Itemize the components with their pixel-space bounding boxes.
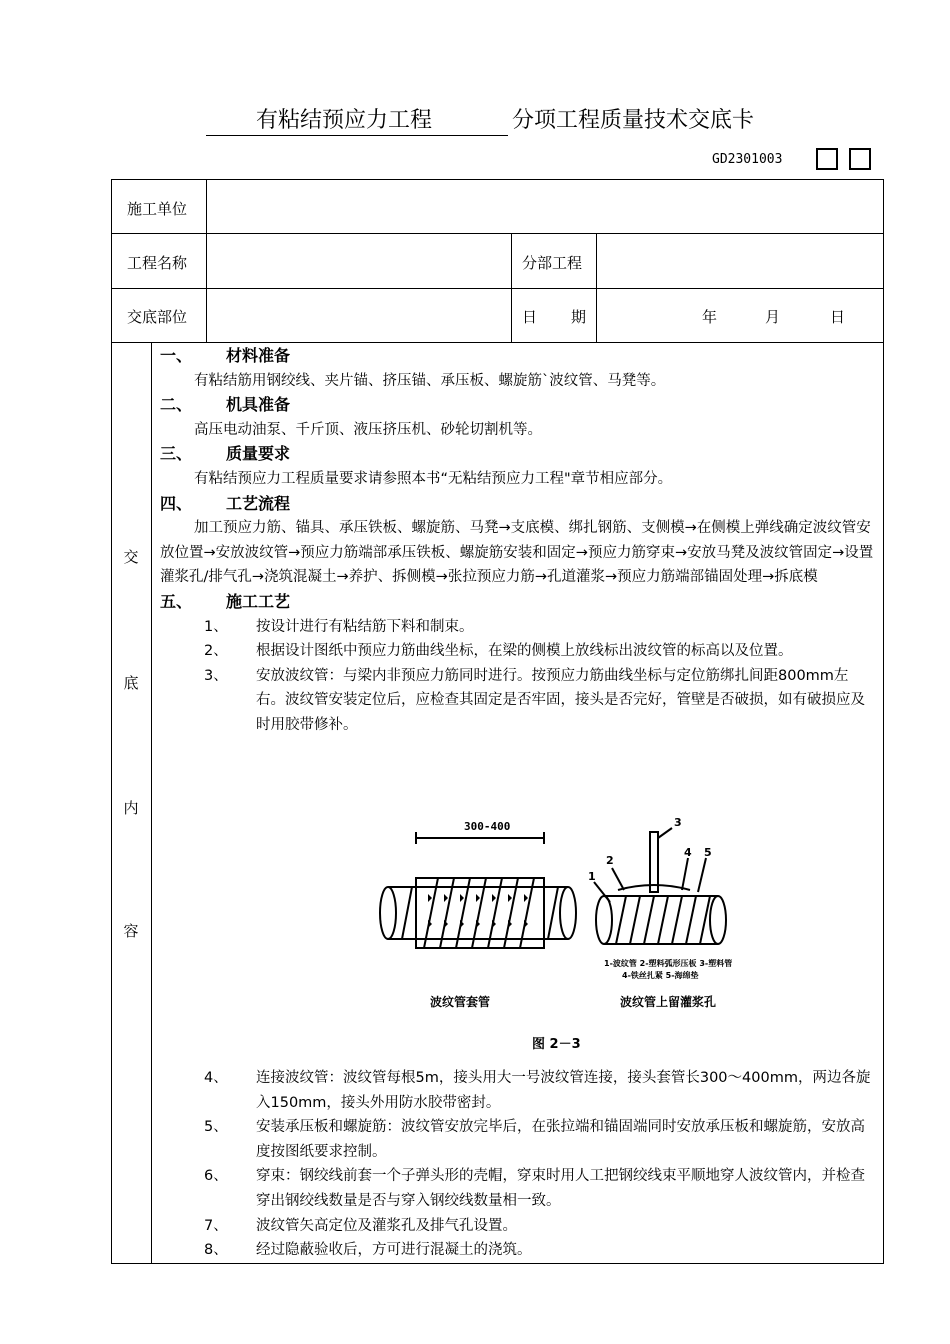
section-text: 高压电动油泵、千斤顶、液压挤压机、砂轮切割机等。 [194,421,542,438]
date-day: 日 [830,308,846,326]
row-divider [111,342,884,343]
title-underlined: 有粘结预应力工程 [206,108,508,136]
col-divider [596,233,597,342]
date-month: 月 [765,308,781,326]
side-label-2: 底 [123,674,139,692]
subproject-label: 分部工程 [522,254,583,272]
figure-label-3: 3 [674,816,682,829]
unit-label: 施工单位 [127,200,188,218]
date-year: 年 [702,308,718,326]
step-item: 4、 连接波纹管：波纹管每根5m，接头用大一号波纹管连接，接头套管长300～400mm，两边各旋入150mm，接头外用防水胶带密封。 [204,1070,871,1111]
date-label-2: 期 [571,308,587,326]
section-text: 有粘结筋用钢绞线、夹片锚、挤压锚、承压板、螺旋筋`波纹管、马凳等。 [194,372,666,389]
section-heading: 五、 施工工艺 [160,591,291,611]
col-divider [151,342,152,1264]
content-area [160,344,876,738]
col-divider [511,233,512,342]
project-label: 工程名称 [127,254,188,272]
figure-dim: 300-400 [464,820,511,833]
step-item: 7、 波纹管矢高定位及灌浆孔及排气孔设置。 [204,1217,517,1234]
section-heading: 四、 工艺流程 [160,493,291,513]
content-area-continued [160,1066,876,1263]
step-item: 3、 安放波纹管：与梁内非预应力筋同时进行。按预应力筋曲线坐标与定位筋绑扎间距800mm左右。波纹管安装定位后，应检查其固定是否牢固，接头是否完好，管壁是否破损，如有破损应及时用胶带修补。 [204,667,865,733]
figure-legend-2: 4-铁丝扎紧 5-海绵垫 [622,971,699,980]
figure-label-1: 1 [588,870,596,883]
figure-label-5: 5 [704,846,712,859]
side-label-3: 内 [123,799,139,817]
side-label-4: 容 [123,922,139,940]
step-item: 6、 穿束：钢绞线前套一个子弹头形的壳帽，穿束时用人工把钢绞线束平顺地穿人波纹管内，并检查穿出钢绞线数量是否与穿入钢绞线数量相一致。 [204,1168,865,1209]
step-item: 2、 根据设计图纸中预应力筋曲线坐标，在梁的侧模上放线标出波纹管的标高以及位置。 [204,643,793,660]
corrugated-pipe-figure [372,808,732,1058]
figure-label-4: 4 [684,846,692,859]
step-item: 5、 安装承压板和螺旋筋：波纹管安放完毕后，在张拉端和锚固端同时安放承压板和螺旋筋，安放高度按图纸要求控制。 [204,1119,865,1160]
unit-field[interactable] [211,182,879,230]
section-text: 有粘结预应力工程质量要求请参照本书“无粘结预应力工程"章节相应部分。 [194,470,673,487]
section-heading: 三、 质量要求 [160,444,291,464]
subproject-field[interactable] [600,236,880,284]
step-item: 8、 经过隐蔽验收后，方可进行混凝土的浇筑。 [204,1242,532,1259]
figure-left-caption: 波纹管套管 [430,995,491,1009]
side-label-1: 交 [123,548,139,566]
figure-right-caption: 波纹管上留灌浆孔 [620,995,717,1009]
date-label-1: 日 [522,308,538,326]
section-heading: 一、 材料准备 [160,346,291,365]
project-field[interactable] [211,236,507,284]
document-code: GD2301003 [712,152,783,167]
section-text: 加工预应力筋、锚具、承压铁板、螺旋筋、马凳→支底模、绑扎钢筋、支侧模→在侧模上弹线确定波纹管安放位置→安放波纹管→预应力筋端部承压铁板、螺旋筋安装和固定→预应力筋穿束→安放马凳及波纹管固定→设置灌浆孔/排气孔→浇筑混凝土→养护、拆侧模→张拉预应力筋→孔道灌浆→预应力筋端部锚固处理→拆底模 [160,520,874,586]
part-label: 交底部位 [127,308,188,326]
row-divider [111,288,884,289]
figure-legend-1: 1-波纹管 2-塑料弧形压板 3-塑料管 [604,959,732,968]
checkbox-2[interactable] [849,148,871,170]
part-field[interactable] [211,291,507,339]
col-divider [206,179,207,342]
row-divider [111,233,884,234]
figure-number: 图 2－3 [532,1037,581,1052]
step-item: 1、 按设计进行有粘结筋下料和制束。 [204,618,474,635]
checkbox-1[interactable] [816,148,838,170]
section-heading: 二、 机具准备 [160,395,291,415]
title-rest: 分项工程质量技术交底卡 [512,108,755,133]
figure-label-2: 2 [606,854,614,867]
